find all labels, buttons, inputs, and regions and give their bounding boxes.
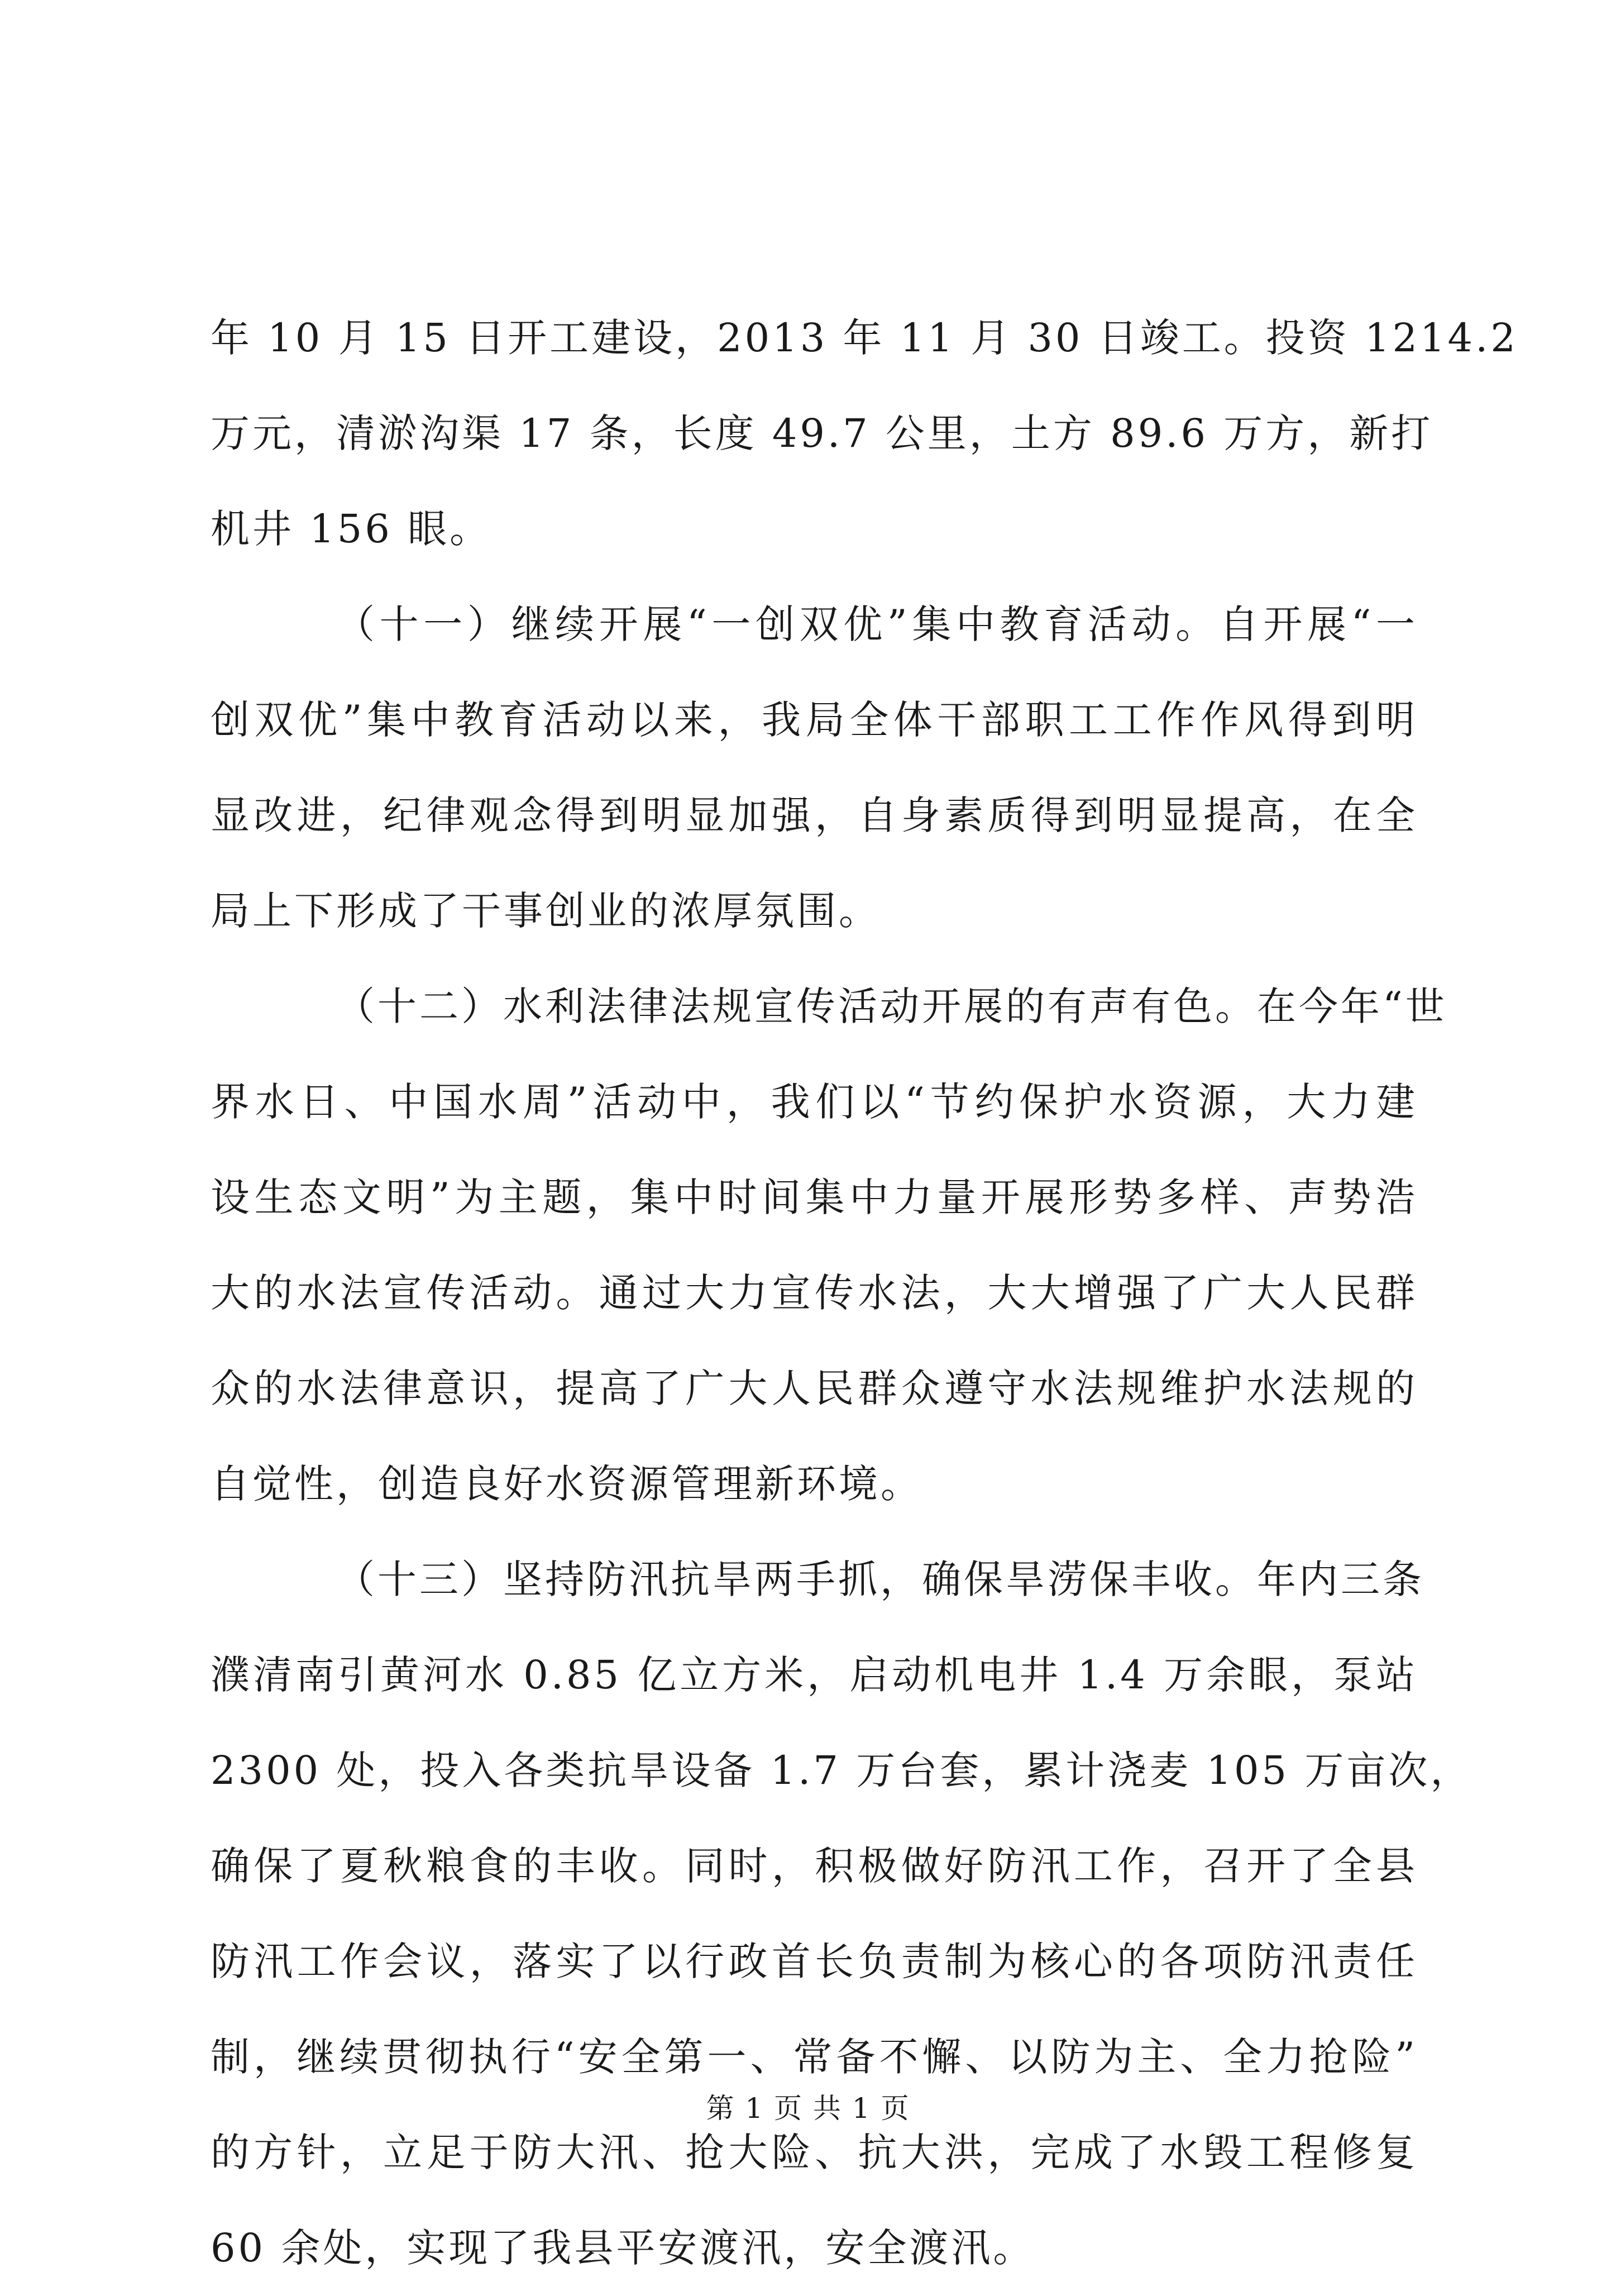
text-line: 的方针，立足于防大汛、抢大险、抗大洪，完成了水毁工程修复 [211, 2130, 1418, 2175]
document-body [211, 290, 1518, 2296]
text-line: 显改进，纪律观念得到明显加强，自身素质得到明显提高，在全 [211, 793, 1418, 838]
page-footer: 第 1 页 共 1 页 [706, 2092, 910, 2125]
text-line: （十三）坚持防汛抗旱两手抓，确保旱涝保丰收。年内三条 [336, 1557, 1424, 1602]
text-line: 设生态文明”为主题，集中时间集中力量开展形势多样、声势浩 [211, 1175, 1418, 1220]
text-line: 防汛工作会议，落实了以行政首长负责制为核心的各项防汛责任 [211, 1939, 1418, 1984]
paragraph-section-11 [211, 577, 1418, 959]
paragraph-section-13 [211, 1532, 1472, 2296]
text-line: 局上下形成了干事创业的浓厚氛围。 [211, 888, 881, 934]
text-line: 自觉性，创造良好水资源管理新环境。 [211, 1461, 922, 1507]
text-line: 2300 处，投入各类抗旱设备 1.7 万台套，累计浇麦 105 万亩次， [211, 1748, 1472, 1793]
text-line: 制，继续贯彻执行“安全第一、常备不懈、以防为主、全力抢险” [211, 2034, 1418, 2080]
text-line: 创双优”集中教育活动以来，我局全体干部职工工作作风得到明 [211, 697, 1418, 743]
paragraph-section-12 [211, 959, 1447, 1532]
text-line: （十二）水利法律法规宣传活动开展的有声有色。在今年“世 [336, 984, 1447, 1029]
text-line: 界水日、中国水周”活动中，我们以“节约保护水资源，大力建 [211, 1079, 1418, 1125]
text-line: 机井 156 眼。 [211, 506, 492, 552]
text-line: 确保了夏秋粮食的丰收。同时，积极做好防汛工作，召开了全县 [211, 1843, 1418, 1889]
text-line: 众的水法律意识，提高了广大人民群众遵守水法规维护水法规的 [211, 1366, 1418, 1411]
text-line: 60 余处，实现了我县平安渡汛，安全渡汛。 [211, 2225, 1035, 2271]
text-line: 大的水法宣传活动。通过大力宣传水法，大大增强了广大人民群 [211, 1270, 1418, 1316]
text-line: （十一）继续开展“一创双优”集中教育活动。自开展“一 [336, 602, 1418, 647]
text-line: 濮清南引黄河水 0.85 亿立方米，启动机电井 1.4 万余眼，泵站 [211, 1652, 1418, 1698]
text-line: 年 10 月 15 日开工建设，2013 年 11 月 30 日竣工。投资 1214.2 [211, 315, 1518, 361]
paragraph-continued [211, 290, 1518, 577]
text-line: 万元，清淤沟渠 17 条，长度 49.7 公里，土方 89.6 万方，新打 [211, 410, 1433, 456]
